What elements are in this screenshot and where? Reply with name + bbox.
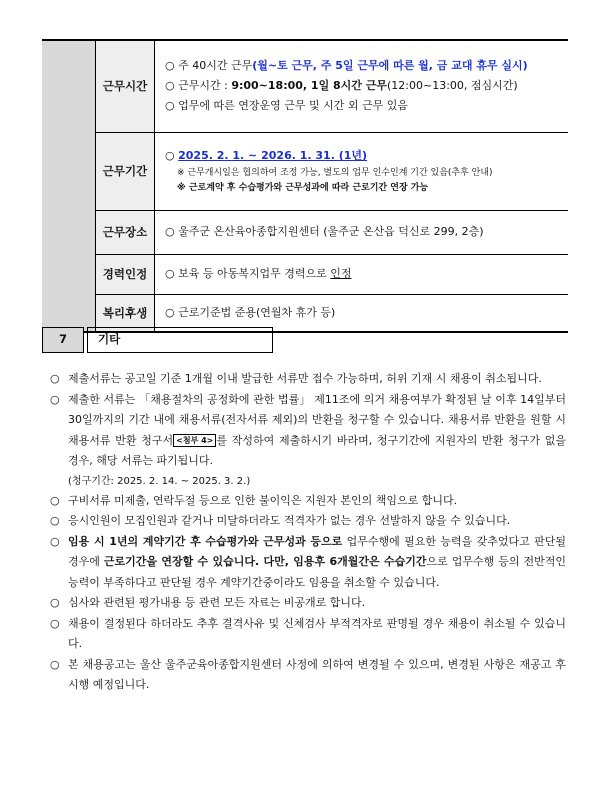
text: ○	[165, 149, 179, 162]
row-career	[42, 254, 568, 294]
text: 업무수행에 필요한 능력을 갖추었다고 판단될 경우에	[68, 534, 566, 568]
row-workplace	[42, 210, 568, 254]
text: ○ 보육 등 아동복지업무 경력으로	[165, 267, 331, 280]
content-workplace	[155, 210, 569, 254]
text-highlight: (월~토 근무, 주 5일 근무에 따른 월, 금 교대 휴무 실시)	[252, 59, 528, 73]
note-text: 채용이 결정된다 하더라도 추후 결격사유 및 신체검사 부적격자로 판명될 경우 채용이 취소될 수 있습니다.	[68, 616, 566, 650]
note-text	[68, 532, 566, 594]
label-welfare: 복리후생	[96, 294, 155, 332]
label-career: 경력인정	[96, 254, 155, 294]
list-item	[50, 614, 566, 655]
section-title: 기타	[87, 327, 273, 353]
note-text: 구비서류 미제출, 연락두절 등으로 인한 불이익은 지원자 본인의 책임으로 합니다.	[68, 493, 458, 507]
text: 으로 업무수행 등의 전반적인 능력이 부족하다고 판단될 경우 계약기간중이라도 임용을 취소할 수 있습니다.	[68, 555, 567, 589]
career-line-1	[165, 264, 568, 284]
bullet-icon: ○	[50, 657, 60, 671]
text: ○ 근무시간 :	[165, 79, 232, 93]
list-item	[50, 532, 566, 594]
work-period-line-1	[165, 146, 568, 166]
claim-period: (청구기간: 2025. 2. 14. ~ 2025. 3. 2.)	[68, 475, 251, 487]
list-item	[50, 390, 566, 472]
text-highlight: 2025. 2. 1. ~ 2026. 1. 31. (1년)	[178, 149, 368, 162]
note-text: 본 채용공고는 울산 울주군육아종합지원센터 사정에 의하여 변경될 수 있으며, 변경된 사항은 재공고 후 시행 예정입니다.	[68, 657, 566, 691]
workplace-line-1: ○ 울주군 온산육아종합지원센터 (울주군 온산읍 덕신로 299, 2층)	[165, 225, 484, 238]
text: (12:00~13:00, 점심시간)	[387, 79, 518, 93]
list-item	[50, 369, 566, 390]
bullet-icon: ○	[50, 372, 60, 385]
row-work-hours	[42, 40, 568, 132]
row-work-period	[42, 132, 568, 210]
bullet-icon: ○	[50, 534, 60, 548]
attachment-label: <첨부 4>	[173, 434, 216, 447]
list-item	[50, 491, 566, 512]
note-text: 응시인원이 모집인원과 같거나 미달하더라도 적격자가 없는 경우 선발하지 않을 수 있습니다.	[68, 514, 511, 527]
welfare-line-1: ○ 근로기준법 준용(연월차 휴가 등)	[165, 305, 336, 319]
text-bold: 9:00~18:00, 1일 8시간 근무	[231, 79, 388, 93]
table-side-column	[42, 40, 96, 332]
work-hours-line-1	[165, 56, 568, 76]
bullet-icon: ○	[50, 514, 60, 527]
text: 를 작성하여 제출하시기 바라며, 청구기간에 지원자의 반환 청구가 없을 경우, 해당 서류는 파기됩니다.	[68, 433, 566, 467]
bullet-icon: ○	[50, 596, 60, 609]
label-workplace: 근무장소	[96, 210, 155, 254]
bullet-icon: ○	[50, 392, 60, 406]
note-text	[68, 390, 566, 472]
list-item	[50, 593, 566, 614]
note-text: 제출서류는 공고일 기준 1개월 이내 발급한 서류만 접수 가능하며, 허위 기재 시 채용이 취소됩니다.	[68, 372, 542, 385]
text: ○ 주 40시간 근무	[165, 59, 253, 73]
bullet-icon: ○	[50, 616, 60, 630]
text-underlined: 인정	[330, 267, 352, 280]
work-hours-line-3: ○ 업무에 따른 연장운영 근무 및 시간 외 근무 있음	[165, 99, 408, 113]
list-item	[50, 655, 566, 696]
note-text: 심사와 관련된 평가내용 등 관련 모든 자료는 비공개로 합니다.	[68, 596, 366, 609]
work-hours-line-2	[165, 76, 568, 96]
work-period-note-2: ※ 근로계약 후 수습평가와 근무성과에 따라 근로기간 연장 가능	[177, 183, 429, 193]
section-number: 7	[42, 327, 84, 353]
text-bold: 근로기간을 연장할 수 있습니다. 다만, 임용후 6개월간은 수습기간	[103, 555, 427, 568]
label-work-period: 근무기간	[96, 132, 155, 210]
content-work-period	[155, 132, 569, 210]
bullet-icon: ○	[50, 493, 60, 507]
text: 제출한 서류는 「채용절차의 공정화에 관한 법률」 제11조에 의거 채용여부가 확정된 날 이후 14일부터 30일까지의 기간 내에 채용서류(전자서류 제외)의 반환을 청구할 수 있습니다. 채용서류 반환을 원할 시 채용서류 반환 청구서	[68, 392, 566, 447]
list-item	[50, 511, 566, 532]
work-period-note-1: ※ 근무개시일은 협의하여 조정 가능, 별도의 업무 인수인계 기간 있음(추후 안내)	[177, 168, 493, 178]
employment-conditions-table	[42, 39, 568, 333]
content-work-hours	[155, 40, 569, 132]
content-career	[155, 254, 569, 294]
label-work-hours: 근무시간	[96, 40, 155, 132]
text-bold: 임용 시 1년의 계약기간 후 수습평가와 근무성과 등으로	[68, 534, 343, 548]
notes-list	[50, 369, 566, 696]
